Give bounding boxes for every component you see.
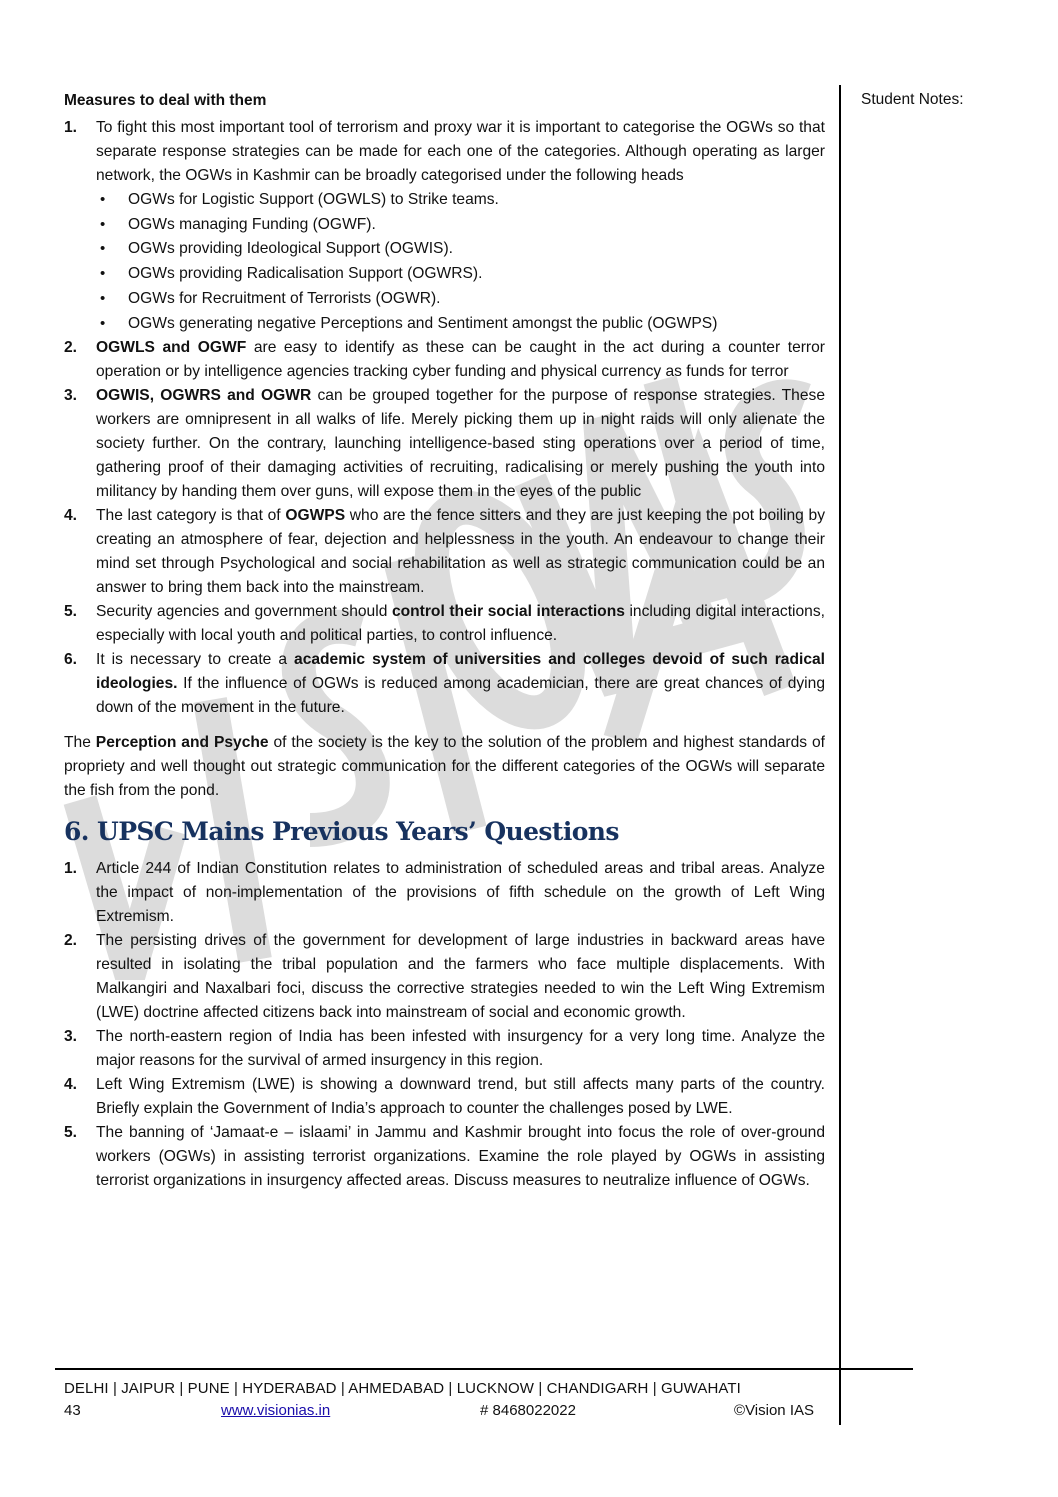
- measure-item-3: [64, 384, 825, 504]
- item-number: 5.: [64, 1124, 78, 1142]
- ogw-categories-list: [96, 188, 825, 336]
- item-number: 2.: [64, 339, 78, 357]
- footer-divider: [55, 1368, 913, 1370]
- question-item: [64, 1073, 825, 1121]
- bullet-item: • OGWs providing Radicalisation Support (OGWRS).: [96, 262, 825, 287]
- item-text: To fight this most important tool of terrorism and proxy war it is important to categorise the OGWs so that separate response strategies can be made for each one of the categories. Although operating as larger network, the OGWs in Kashmir can be broadly categorised under the following heads: [96, 119, 825, 184]
- page-footer: [64, 1378, 814, 1422]
- item-number: 4.: [64, 507, 78, 525]
- item-number: 3.: [64, 1028, 78, 1046]
- item-pre-text: Security agencies and government should: [96, 603, 392, 621]
- copyright: ©Vision IAS: [734, 1402, 814, 1419]
- conclusion-text: of the society is the key to the solution of the problem and highest standards of propriety and well thought out strategic communication for the different categories of the OGWs will separate the fish from the pond.: [64, 734, 826, 800]
- question-text: Left Wing Extremism (LWE) is showing a downward trend, but still affects many parts of the country. Briefly explain the Government of India’s approach to counter the challenges posed by LWE.: [96, 1076, 825, 1118]
- item-number: 4.: [64, 1076, 78, 1094]
- item-bold-text: OGWLS and OGWF: [96, 339, 247, 357]
- footer-info-row: [64, 1400, 814, 1422]
- item-text: If the influence of OGWs is reduced among academician, there are great chances of dying down of the movement in the future.: [96, 675, 825, 717]
- item-text: who are the fence sitters and they are just keeping the pot boiling by creating an atmosphere of fear, dejection and helplessness in the youth. An endeavour to change their mind set through Psychological and social rehabilitation as well as strategic communication could be an answer to bring them back into the mainstream.: [96, 507, 825, 597]
- question-text: The north-eastern region of India has been infested with insurgency for a very long time. Analyze the major reasons for the survival of armed insurgency in this region.: [96, 1028, 825, 1070]
- page-number: 43: [64, 1402, 81, 1419]
- item-bold-text: OGWIS, OGWRS and OGWR: [96, 387, 312, 405]
- measure-item-2: [64, 336, 825, 384]
- question-item: [64, 929, 825, 1025]
- item-number: 5.: [64, 603, 78, 621]
- main-content: [64, 90, 825, 1193]
- bullet-item: • OGWs generating negative Perceptions and Sentiment amongst the public (OGWPS): [96, 312, 825, 337]
- item-number: 6.: [64, 651, 78, 669]
- measure-item-6: [64, 648, 825, 720]
- question-text: The persisting drives of the government for development of large industries in backward areas have resulted in isolating the tribal population and the farmers who face multiple displacements. With Malkangiri and Naxalbari foci, discuss the corrective strategies needed to win the Left Wing Extremism (LWE) doctrine affected citizens back into mainstream of social and economic growth.: [96, 932, 825, 1022]
- question-item: [64, 857, 825, 929]
- bullet-item: • OGWs providing Ideological Support (OGWIS).: [96, 237, 825, 262]
- question-text: Article 244 of Indian Constitution relates to administration of scheduled areas and tribal areas. Analyze the impact of non-implementation of the provisions of fifth schedule on the growth of Left Wing Extremism.: [96, 860, 825, 926]
- bullet-item: • OGWs managing Funding (OGWF).: [96, 213, 825, 238]
- bullet-item: • OGWs for Recruitment of Terrorists (OGWR).: [96, 287, 825, 312]
- measures-heading: Measures to deal with them: [64, 92, 267, 109]
- item-pre-text: The last category is that of: [96, 507, 286, 525]
- question-item: [64, 1121, 825, 1193]
- item-text: can be grouped together for the purpose of response strategies. These workers are omnipresent in all walks of life. Merely picking them up in night raids will only alienate the society further. On the contrary, launching intelligence-based sting operations over a period of time, gathering proof of their damaging activities of recruiting, radicalising or merely pushing the youth into militancy by handing them over guns, will expose them in the eyes of the public: [96, 387, 825, 501]
- bullet-item: • OGWs for Logistic Support (OGWLS) to Strike teams.: [96, 188, 825, 213]
- conclusion-bold: Perception and Psyche: [95, 734, 269, 752]
- item-pre-text: It is necessary to create a: [96, 651, 295, 669]
- previous-questions-list: [64, 857, 825, 1193]
- measure-item-5: [64, 600, 825, 648]
- question-item: [64, 1025, 825, 1073]
- measures-list: [64, 116, 825, 720]
- website-link[interactable]: www.visionias.in: [221, 1402, 331, 1419]
- measure-item-4: [64, 504, 825, 600]
- student-notes-label: Student Notes:: [861, 91, 964, 108]
- item-text: are easy to identify as these can be caught in the act during a counter terror operation or by intelligence agencies tracking cyber funding and physical currency as funds for terror: [96, 339, 825, 381]
- notes-column-divider: [839, 85, 841, 1425]
- item-bold-text: control their social interactions: [391, 603, 625, 621]
- item-number: 3.: [64, 387, 78, 405]
- item-number: 2.: [64, 932, 78, 950]
- conclusion-paragraph: [64, 731, 825, 803]
- conclusion-pre: The: [64, 734, 96, 752]
- footer-cities: DELHI | JAIPUR | PUNE | HYDERABAD | AHMEDABAD | LUCKNOW | CHANDIGARH | GUWAHATI: [64, 1380, 741, 1397]
- item-number: 1.: [64, 119, 78, 136]
- item-bold-text: academic system of universities and colleges devoid of such radical ideologies.: [96, 651, 825, 693]
- section-title: 6. UPSC Mains Previous Years’ Questions: [64, 817, 619, 847]
- item-text: including digital interactions, especially with local youth and political parties, to control influence.: [96, 603, 825, 645]
- phone-number: # 8468022022: [480, 1402, 576, 1419]
- measure-item-1: [64, 116, 825, 336]
- item-bold-text: OGWPS: [285, 507, 346, 525]
- item-number: 1.: [64, 860, 78, 878]
- question-text: The banning of ‘Jamaat-e – islaami’ in Jammu and Kashmir brought into focus the role of over-ground workers (OGWs) in assisting terrorist organizations. Examine the role played by OGWs in assisting terrorist organizations in insurgency affected areas. Discuss measures to neutralize influence of OGWs.: [96, 1124, 825, 1190]
